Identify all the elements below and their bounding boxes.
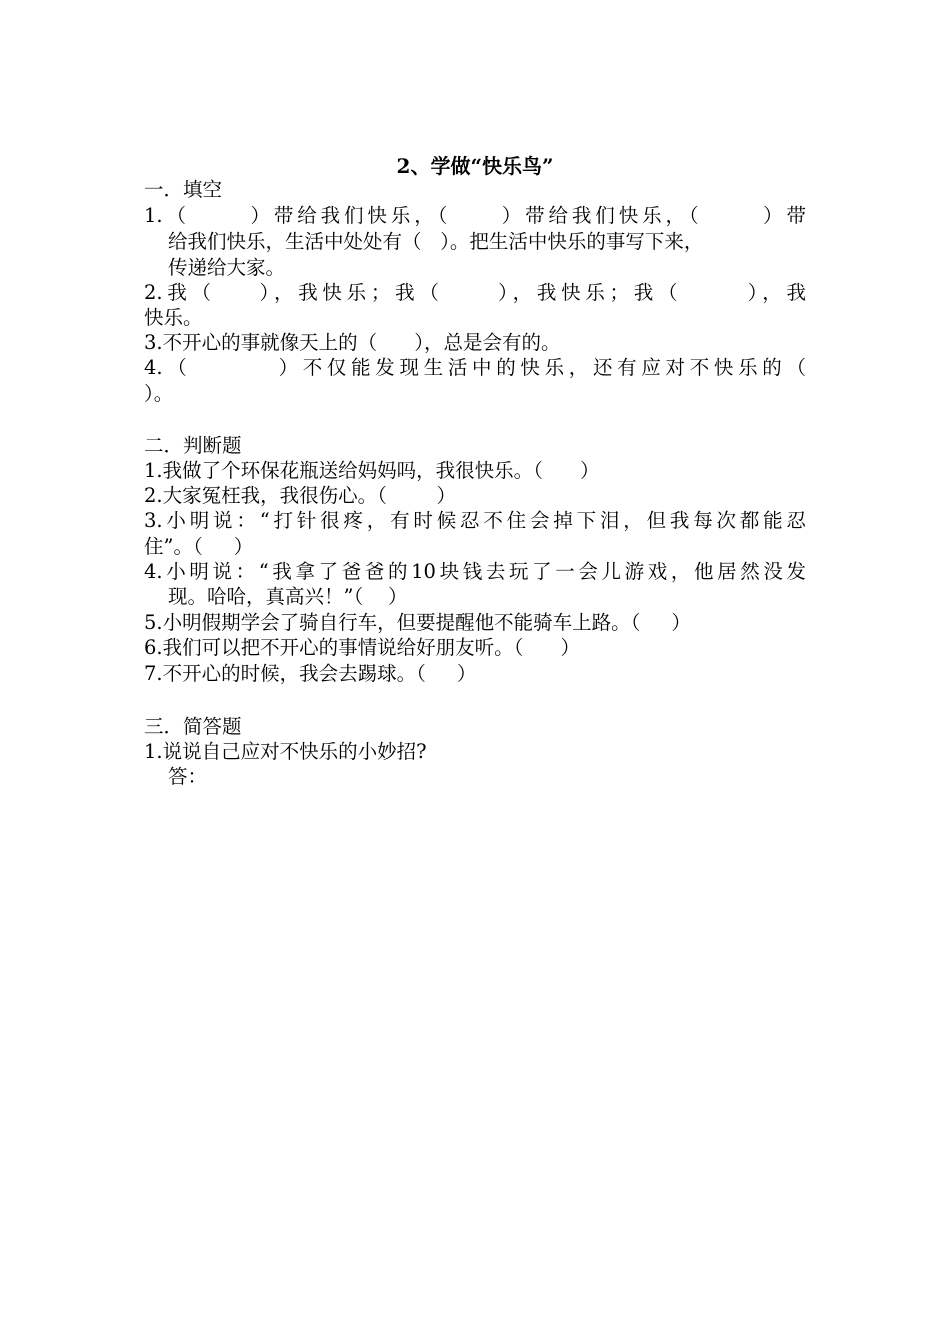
short-answer-question-1: 1.说说自己应对不快乐的小妙招? (144, 740, 427, 763)
judge-question-4-line-2: 现。哈哈，真高兴！”（ ） (168, 585, 408, 608)
judge-question-4-line-1: 4.小明说：“我拿了爸爸的10块钱去玩了一会儿游戏，他居然没发 (144, 560, 806, 583)
judge-question-7: 7.不开心的时候，我会去踢球。（ ） (144, 662, 477, 685)
section-heading-fill: 一．填空 (144, 178, 223, 201)
judge-question-3-line-2: 住”。（ ） (144, 535, 254, 558)
judge-question-2: 2.大家冤枉我，我很伤心。（ ） (144, 484, 456, 507)
page-title: 2、学做“快乐鸟” (396, 154, 554, 178)
fill-question-2-line-2: 快乐。 (144, 306, 203, 329)
fill-question-2-line-1: 2.我（ ），我快乐；我（ ），我快乐；我（ ），我 (144, 281, 806, 304)
judge-question-1: 1.我做了个环保花瓶送给妈妈吗，我很快乐。（ ） (144, 459, 600, 482)
fill-question-3: 3.不开心的事就像天上的（ ），总是会有的。 (144, 331, 561, 354)
fill-question-4-line-2: ）。 (144, 382, 174, 405)
fill-question-1-line-3: 传递给大家。 (168, 256, 286, 279)
judge-question-3-line-1: 3.小明说：“打针很疼，有时候忍不住会掉下泪，但我每次都能忍 (144, 509, 806, 532)
fill-question-1-line-1: 1.（ ）带给我们快乐，（ ）带给我们快乐，（ ）带 (144, 204, 806, 227)
section-heading-judge: 二．判断题 (144, 434, 242, 457)
judge-question-5: 5.小明假期学会了骑自行车，但要提醒他不能骑车上路。（ ） (144, 611, 691, 634)
answer-label: 答： (168, 765, 208, 788)
judge-question-6: 6.我们可以把不开心的事情说给好朋友听。（ ） (144, 636, 581, 659)
section-heading-short-answer: 三．简答题 (144, 715, 242, 738)
fill-question-4-line-1: 4.（ ）不仅能发现生活中的快乐，还有应对不快乐的（ (144, 356, 806, 379)
fill-question-1-line-2: 给我们快乐，生活中处处有（ ）。把生活中快乐的事写下来， (168, 230, 704, 253)
